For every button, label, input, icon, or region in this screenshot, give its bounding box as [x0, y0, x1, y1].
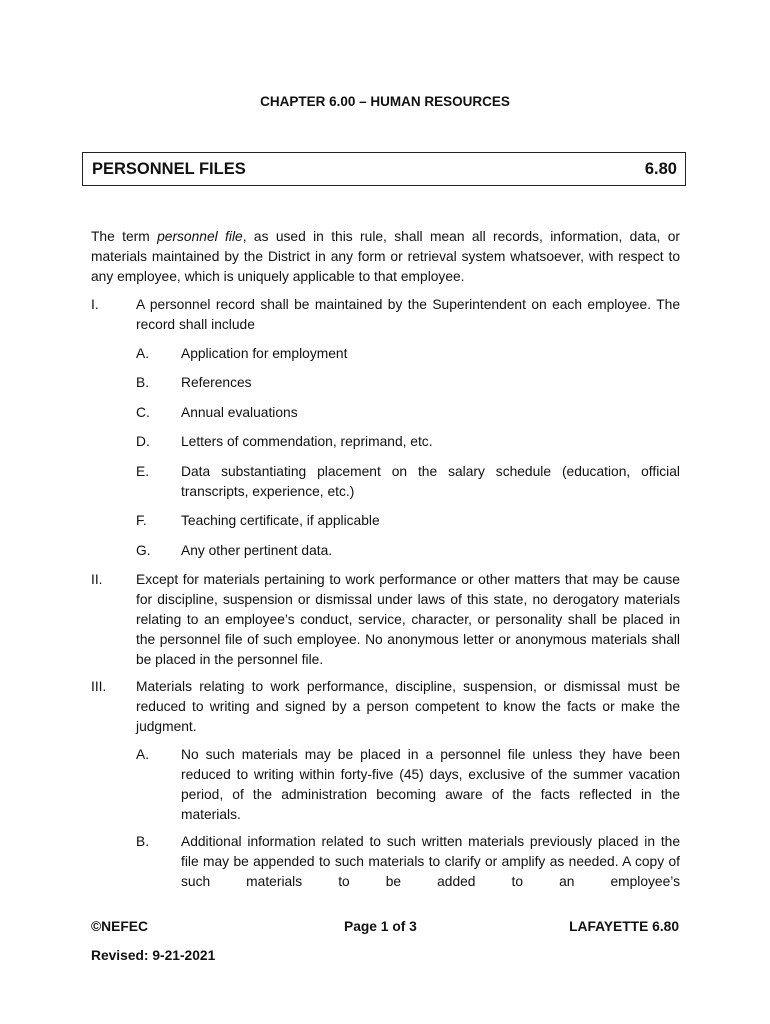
section-1-item-f-text: Teaching certificate, if applicable: [181, 513, 380, 528]
footer-revised-date: Revised: 9-21-2021: [91, 948, 216, 963]
section-1-text: A personnel record shall be maintained by the Superintendent on each employee. The record shall include: [136, 297, 680, 332]
policy-title: PERSONNEL FILES: [92, 160, 246, 178]
footer-copyright: ©NEFEC: [91, 919, 148, 934]
policy-number: 6.80: [644, 160, 677, 178]
section-3-text: Materials relating to work performance, discipline, suspension, or dismissal must be reduced to writing and signed by a person competent to know the facts or make the judgment.: [136, 679, 680, 734]
intro-after: , as used in this rule, shall mean all records, information, data, or materials maintained by the District in any form or retrieval system whatsoever, with respect to any employee, which is uniquely applicable to that employee.: [91, 229, 680, 284]
section-1-item-e-letter: E.: [136, 464, 150, 479]
policy-title-box: [82, 152, 686, 186]
intro-paragraph: [91, 227, 680, 287]
footer-page-number: Page 1 of 3: [344, 919, 417, 934]
section-3-item-b-letter: B.: [136, 834, 150, 849]
section-1-item-c-letter: C.: [136, 405, 150, 420]
section-1-item-d-text: Letters of commendation, reprimand, etc.: [181, 434, 433, 449]
section-1-item-c-text: Annual evaluations: [181, 405, 298, 420]
section-1-item-a-text: Application for employment: [181, 346, 348, 361]
section-1-item-a-letter: A.: [136, 346, 150, 361]
section-1-item-d-letter: D.: [136, 434, 150, 449]
footer-policy-code: LAFAYETTE 6.80: [569, 919, 679, 934]
intro-term: personnel file: [157, 229, 243, 244]
section-3-item-a-letter: A.: [136, 747, 150, 762]
section-1-item-f-letter: F.: [136, 513, 147, 528]
section-1-item-b-letter: B.: [136, 375, 150, 390]
section-3-numeral: III.: [91, 679, 107, 694]
intro-before: The term: [91, 229, 158, 244]
section-1-item-e-text: Data substantiating placement on the salary schedule (education, official transcripts, experience, etc.): [181, 464, 680, 499]
section-3-item-b-text: Additional information related to such written materials previously placed in the file may be appended to such materials to clarify or amplify as needed. A copy of such materials to be added to an employee’s: [181, 834, 680, 889]
section-1-numeral: I.: [91, 297, 99, 312]
chapter-heading: CHAPTER 6.00 – HUMAN RESOURCES: [260, 94, 510, 109]
section-3-item-a-text: No such materials may be placed in a personnel file unless they have been reduced to writing within forty-five (45) days, exclusive of the summer vacation period, of the administration becoming aware of the facts reflected in the materials.: [181, 747, 680, 822]
section-1-item-g-letter: G.: [136, 543, 151, 558]
section-1-item-b-text: References: [181, 375, 252, 390]
section-2-numeral: II.: [91, 572, 103, 587]
section-1-item-g-text: Any other pertinent data.: [181, 543, 333, 558]
section-2-text: Except for materials pertaining to work performance or other matters that may be cause for discipline, suspension or dismissal under laws of this state, no derogatory materials relating to an employee’s conduct, service, character, or personality shall be placed in the personnel file of such employee. No anonymous letter or anonymous materials shall be placed in the personnel file.: [136, 572, 680, 667]
